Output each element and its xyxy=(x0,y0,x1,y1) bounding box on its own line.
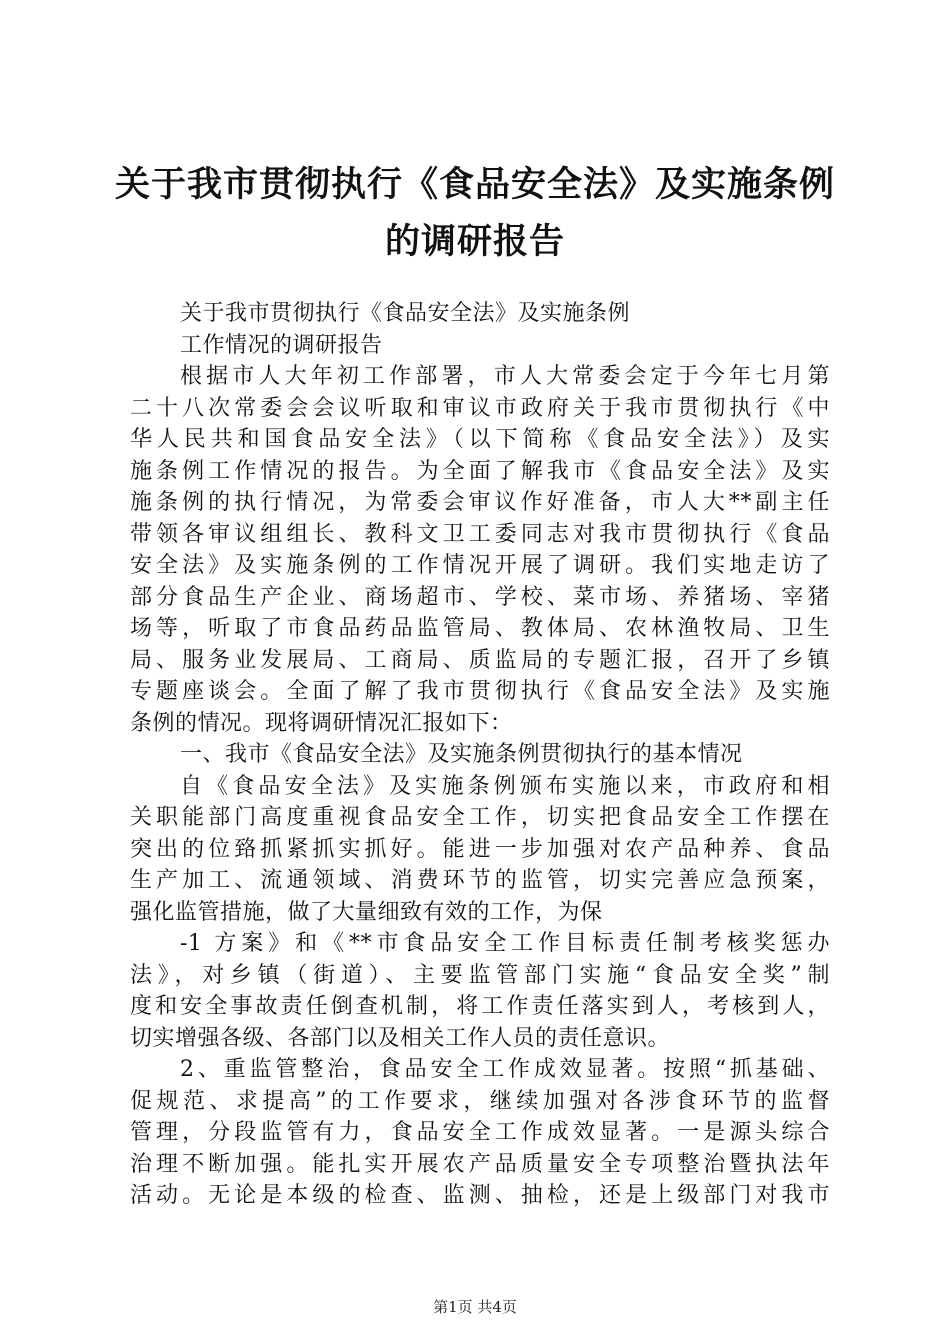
paragraph-line: 部分食品生产企业、商场超市、学校、菜市场、养猪场、宰猪 xyxy=(130,584,830,610)
subtitle-line: 工作情况的调研报告 xyxy=(180,332,383,358)
document-title-line1: 关于我市贯彻执行《食品安全法》及实施条例 xyxy=(114,164,835,205)
paragraph-line: 治理不断加强。能扎实开展农产品质量安全专项整治暨执法年 xyxy=(130,1151,830,1177)
page-footer: 第1页 共4页 xyxy=(433,1298,517,1316)
paragraph-line: 切实增强各级、各部门以及相关工作人员的责任意识。 xyxy=(130,1025,671,1051)
paragraph-line: 度和安全事故责任倒查机制，将工作责任落实到人，考核到人， xyxy=(130,994,830,1019)
paragraph-line: 华人民共和国食品安全法》（以下简称《食品安全法》）及实 xyxy=(130,427,830,452)
paragraph-line: 条例的情况。现将调研情况汇报如下： xyxy=(130,710,513,736)
paragraph-line: 活动。无论是本级的检查、监测、抽检，还是上级部门对我市 xyxy=(130,1183,830,1208)
paragraph-line: 突出的位臵抓紧抓实抓好。能进一步加强对农产品种养、食品 xyxy=(130,836,830,862)
paragraph-line: 2、重监管整治，食品安全工作成效显著。按照“抓基础、 xyxy=(180,1057,830,1082)
paragraph-line: 二十八次常委会会议听取和审议市政府关于我市贯彻执行《中 xyxy=(130,395,830,421)
paragraph-line: 带领各审议组组长、教科文卫工委同志对我市贯彻执行《食品 xyxy=(130,521,830,547)
paragraph-line: 场等，听取了市食品药品监管局、教体局、农林渔牧局、卫生 xyxy=(130,616,830,641)
paragraph-line: 施条例工作情况的报告。为全面了解我市《食品安全法》及实 xyxy=(130,458,830,484)
paragraph-line: 促规范、求提高”的工作要求，继续加强对各涉食环节的监督 xyxy=(130,1088,830,1114)
paragraph-line: -1 方案》和《**市食品安全工作目标责任制考核奖惩办 xyxy=(180,931,830,956)
paragraph-line: 管理，分段监管有力，食品安全工作成效显著。一是源头综合 xyxy=(130,1120,830,1145)
paragraph-line: 法》，对乡镇（街道）、主要监管部门实施“食品安全奖”制 xyxy=(130,962,830,988)
document-title-line2: 的调研报告 xyxy=(384,221,565,262)
paragraph-line: 专题座谈会。全面了解了我市贯彻执行《食品安全法》及实施 xyxy=(130,679,830,704)
subtitle-line: 关于我市贯彻执行《食品安全法》及实施条例 xyxy=(180,301,631,326)
document-body xyxy=(130,298,830,1212)
paragraph-line: 施条例的执行情况，为常委会审议作好准备，市人大**副主任 xyxy=(130,490,830,515)
paragraph-line: 根据市人大年初工作部署，市人大常委会定于今年七月第 xyxy=(180,364,830,389)
paragraph-line: 安全法》及实施条例的工作情况开展了调研。我们实地走访了 xyxy=(130,553,830,578)
paragraph-line: 局、服务业发展局、工商局、质监局的专题汇报，召开了乡镇 xyxy=(130,647,830,673)
paragraph-line: 关职能部门高度重视食品安全工作，切实把食品安全工作摆在 xyxy=(130,805,830,830)
paragraph-line: 强化监管措施，做了大量细致有效的工作，为保 xyxy=(130,899,603,925)
paragraph-line: 自《食品安全法》及实施条例颁布实施以来，市政府和相 xyxy=(180,773,830,799)
section-heading: 一、我市《食品安全法》及实施条例贯彻执行的基本情况 xyxy=(180,742,743,767)
paragraph-line: 生产加工、流通领域、消费环节的监管，切实完善应急预案， xyxy=(130,868,830,893)
